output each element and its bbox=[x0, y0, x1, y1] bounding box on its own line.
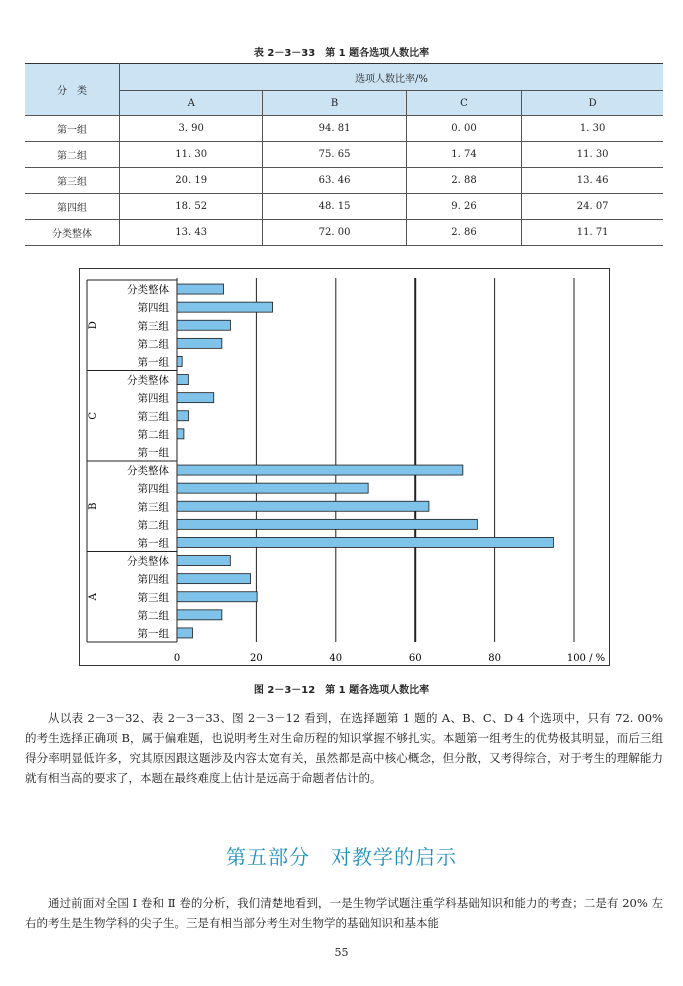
bar bbox=[177, 501, 429, 511]
column-header: B bbox=[263, 91, 406, 116]
bar bbox=[177, 411, 188, 421]
bar-category-label: 第一组 bbox=[137, 446, 169, 459]
group-option-label: A bbox=[88, 593, 99, 601]
table-row bbox=[25, 142, 663, 168]
table-cell: 1. 30 bbox=[522, 116, 663, 142]
bar-category-label: 分类整体 bbox=[127, 374, 169, 387]
bar bbox=[177, 429, 184, 439]
table-row bbox=[25, 168, 663, 194]
table-cell: 11. 30 bbox=[120, 142, 263, 168]
table-cell: 9. 26 bbox=[406, 194, 522, 220]
column-header: C bbox=[406, 91, 522, 116]
bar-category-label: 第四组 bbox=[137, 483, 169, 496]
table-cell: 11. 71 bbox=[522, 220, 663, 246]
table-cell: 2. 86 bbox=[406, 220, 522, 246]
x-tick-label: 60 bbox=[408, 653, 422, 664]
bar-category-label: 第二组 bbox=[137, 609, 169, 622]
bar-category-label: 第四组 bbox=[137, 302, 169, 315]
table-cell: 75. 65 bbox=[263, 142, 406, 168]
x-tick-label: 40 bbox=[329, 653, 343, 664]
bar bbox=[177, 375, 188, 385]
bar-category-label: 第二组 bbox=[137, 519, 169, 532]
data-table bbox=[25, 63, 663, 246]
bar-category-label: 第三组 bbox=[137, 410, 169, 423]
table-cell: 3. 90 bbox=[120, 116, 263, 142]
category-header: 分 类 bbox=[25, 64, 120, 116]
bar bbox=[177, 519, 477, 529]
table-cell: 72. 00 bbox=[263, 220, 406, 246]
bar bbox=[177, 537, 553, 547]
bar-category-label: 分类整体 bbox=[127, 555, 169, 568]
table-cell: 11. 30 bbox=[522, 142, 663, 168]
bar-category-label: 第三组 bbox=[137, 501, 169, 514]
table-row bbox=[25, 116, 663, 142]
body-paragraph: 从以表 2－3－32、表 2－3－33、图 2－3－12 看到，在选择题第 1 题的 A、B、C、D 4 个选项中，只有 72. 00% 的考生选择正确项 B，属于偏难题，也说明考生对生命历程的知识掌握不够扎实。本题第一组考生的优势极其明显，而后三组得分率明显低许多，究其原因跟这题涉及内容太宽有关，虽然都是高中核心概念，但分散，又考得综合，对于考生的理解能力就有相当高的要求了，本题在最终难度上估计是远高于命题者估计的。 bbox=[25, 711, 663, 785]
bar-category-label: 第一组 bbox=[137, 356, 169, 369]
group-option-label: B bbox=[88, 502, 99, 510]
x-tick-label: 100 / % bbox=[566, 653, 606, 664]
bar-category-label: 第四组 bbox=[137, 573, 169, 586]
bar-category-label: 第三组 bbox=[137, 320, 169, 333]
bar bbox=[177, 556, 230, 566]
bar bbox=[177, 574, 251, 584]
body-paragraph: 通过前面对全国 Ⅰ 卷和 Ⅱ 卷的分析，我们清楚地看到，一是生物学试题注重学科基础知识和能力的考查；二是有 20% 左右的考生是生物学科的尖子生。三是有相当部分考生对生物学的基础知识和基本能 bbox=[25, 896, 663, 930]
group-option-label: C bbox=[88, 411, 99, 420]
bar-category-label: 第一组 bbox=[137, 627, 169, 640]
bar-category-label: 分类整体 bbox=[127, 284, 169, 297]
table-cell: 1. 74 bbox=[406, 142, 522, 168]
column-header: D bbox=[522, 91, 663, 116]
bar bbox=[177, 338, 222, 348]
x-tick-label: 0 bbox=[173, 653, 181, 664]
table-cell: 13. 46 bbox=[522, 168, 663, 194]
bar-category-label: 第四组 bbox=[137, 392, 169, 405]
bar bbox=[177, 610, 222, 620]
group-option-label: D bbox=[88, 321, 99, 330]
figure-caption: 图 2－3－12 第 1 题各选项人数比率 bbox=[253, 685, 430, 696]
bar bbox=[177, 465, 463, 475]
bar-category-label: 第三组 bbox=[137, 591, 169, 604]
page-number: 55 bbox=[334, 946, 349, 959]
row-label: 第四组 bbox=[25, 194, 120, 220]
table-cell: 24. 07 bbox=[522, 194, 663, 220]
table-cell: 2. 88 bbox=[406, 168, 522, 194]
column-header: A bbox=[120, 91, 263, 116]
bar-category-label: 第二组 bbox=[137, 428, 169, 441]
table-cell: 63. 46 bbox=[263, 168, 406, 194]
bar-category-label: 第一组 bbox=[137, 537, 169, 550]
bar bbox=[177, 284, 223, 294]
x-tick-label: 20 bbox=[250, 653, 263, 664]
bar bbox=[177, 592, 257, 602]
group-header: 选项人数比率/% bbox=[120, 64, 664, 91]
bar bbox=[177, 483, 368, 493]
row-label: 第一组 bbox=[25, 116, 120, 142]
table-cell: 20. 19 bbox=[120, 168, 263, 194]
table-title: 表 2－3－33 第 1 题各选项人数比率 bbox=[253, 48, 430, 59]
row-label: 分类整体 bbox=[25, 220, 120, 246]
bar bbox=[177, 356, 182, 366]
bar bbox=[177, 393, 214, 403]
row-label: 第三组 bbox=[25, 168, 120, 194]
table-cell: 13. 43 bbox=[120, 220, 263, 246]
x-tick-label: 80 bbox=[488, 653, 501, 664]
row-label: 第二组 bbox=[25, 142, 120, 168]
section-title: 第五部分 对教学的启示 bbox=[226, 845, 457, 869]
bar bbox=[177, 320, 230, 330]
bar-category-label: 第二组 bbox=[137, 338, 169, 351]
table-cell: 94. 81 bbox=[263, 116, 406, 142]
table-cell: 18. 52 bbox=[120, 194, 263, 220]
bar-chart bbox=[79, 268, 610, 666]
bar bbox=[177, 302, 273, 312]
table-cell: 0. 00 bbox=[406, 116, 522, 142]
bar-category-label: 分类整体 bbox=[127, 465, 169, 478]
table-row bbox=[25, 220, 663, 246]
table-row bbox=[25, 194, 663, 220]
table-cell: 48. 15 bbox=[263, 194, 406, 220]
bar bbox=[177, 628, 192, 638]
